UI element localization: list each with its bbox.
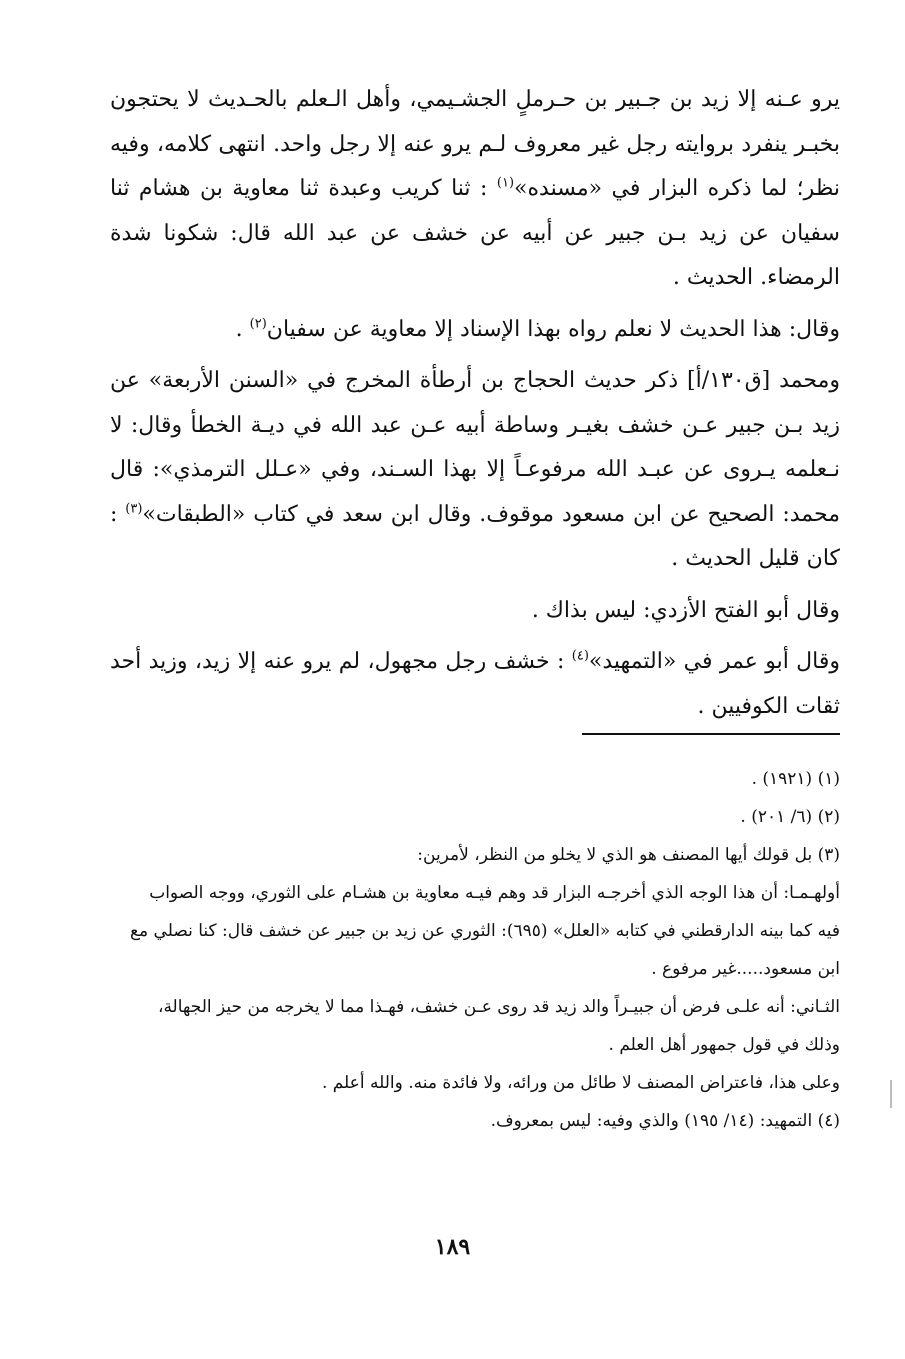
footnote-ref-2[interactable]: (٢) (249, 316, 267, 332)
margin-mark (890, 1080, 892, 1108)
footnote-ref-3[interactable]: (٣) (125, 501, 143, 517)
footnote-divider (582, 733, 840, 735)
footnote-3-first: أولهـمـا: أن هذا الوجه الذي أخرجـه البزار قد وهم فيـه معاوية بن هشـام على الثوري، ووجه الصواب فيه كما بينه الدارقطني في كتابه «العلل» (٦٩٥): الثوري عن زيد بن جبير عن خشف قال: كنا نصلي مع ابن مسعود.....غير مرفوع . (129, 883, 840, 979)
paragraph-5: وقال أبو عمر في «التمهيد»$^{(٤)}$ : خشف رجل مجهول، لم يرو عنه إلا زيد، وزيد أحد ثقات الكوفيين . (110, 648, 840, 719)
footnote-ref-1[interactable]: (١) (496, 175, 515, 191)
paragraph-3: ومحمد [ق١٣٠/أ] ذكر حديث الحجاج بن أرطأة المخرج في «السنن الأربعة» عن زيد بـن جبير عـن خشف بغيـر وساطة أبيه عـن عبد الله في ديـة الخطأ وقال: لا نـعلمه يـروى عن عبـد الله مرفوعـاً إلا بهذا السـند، وفي «عـلل الترمذي»: قال محمد: الصحيح عن ابن مسعود موقوف. وقال ابن سعد في كتاب «الطبقات»$^{(٣)}$ : كان قليل الحديث . (110, 368, 840, 571)
footnote-ref-4[interactable]: (٤) (571, 648, 589, 664)
footnote-4: (٤) التمهيد: (١٤/ ١٩٥) والذي وفيه: ليس بمعروف. (490, 1111, 840, 1131)
footnote-3-second: الثـاني: أنه علـى فرض أن جبيـراً والد زيد قد روى عـن خشف، فهـذا مما لا يخرجه من حيز الجهالة، وذلك في قول جمهور أهل العلم . (157, 997, 840, 1055)
footnote-1: (١) (١٩٢١) . (751, 769, 840, 789)
footnote-3-conclusion: وعلى هذا، فاعتراض المصنف لا طائل من ورائه، ولا فائدة منه. والله أعلم . (321, 1073, 840, 1093)
paragraph-2: وقال: هذا الحديث لا نعلم رواه بهذا الإسناد إلا معاوية عن سفيان$^{(٢)}$ . (235, 316, 840, 342)
footnote-3: (٣) بل قولك أيها المصنف هو الذي لا يخلو من النظر، لأمرين: (417, 845, 840, 865)
paragraph-1: يرو عـنه إلا زيد بن جـبير بن حـرملٍ الجشـيمي، وأهل الـعلم بالحـديث لا يحتجون بخبـر ينفرد بروايته رجل غير معروف لـم يرو عنه إلا رجل واحد. انتهى كلامه، وفيه نظر؛ لما ذكره البزار في «مسنده»$^{(١)}$ : ثنا كريب وعبدة ثنا معاوية بن هشام ثنا سفيان عن زيد بـن جبير عن أبيه عن خشف عن عبد الله قال: شكونا شدة الرمضاء. الحديث . (110, 87, 840, 290)
paragraph-4: وقال أبو الفتح الأزدي: ليس بذاك . (531, 597, 840, 623)
footnote-2: (٢) (٦/ ٢٠١) . (740, 807, 840, 827)
page-number: ١٨٩ (434, 1234, 471, 1260)
main-text (110, 78, 840, 729)
footnotes (130, 760, 840, 1140)
